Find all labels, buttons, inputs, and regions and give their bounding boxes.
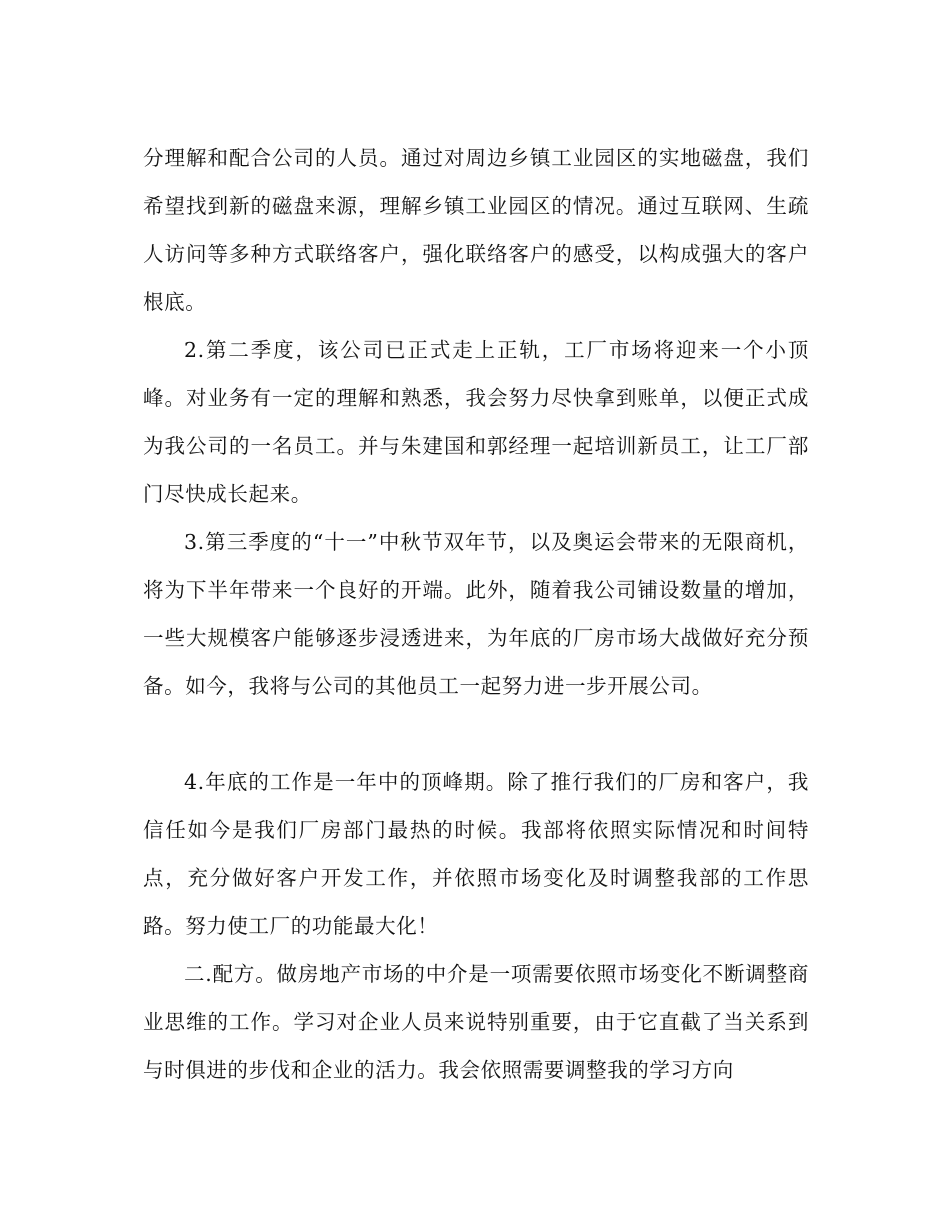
paragraph-section-two: 二.配方。做房地产市场的中介是一项需要依照市场变化不断调整商业思维的工作。学习对企业人员来说特别重要，由于它直截了当关系到与时俱进的步伐和企业的活力。我会依照需要调整我的学习方向 (143, 962, 809, 1082)
paragraph-continuation: 分理解和配合公司的人员。通过对周边乡镇工业园区的实地磁盘，我们希望找到新的磁盘来源，理解乡镇工业园区的情况。通过互联网、生疏人访问等多种方式联络客户，强化联络客户的感受，以构成强大的客户根底。 (143, 146, 809, 314)
blank-line (143, 710, 809, 758)
paragraph-q2: 2.第二季度，该公司已正式走上正轨，工厂市场将迎来一个小顶峰。对业务有一定的理解和熟悉，我会努力尽快拿到账单，以便正式成为我公司的一名员工。并与朱建国和郭经理一起培训新员工，让工厂部门尽快成长起来。 (143, 338, 809, 506)
paragraph-year-end: 4.年底的工作是一年中的顶峰期。除了推行我们的厂房和客户，我信任如今是我们厂房部门最热的时候。我部将依照实际情况和时间特点，充分做好客户开发工作，并依照市场变化及时调整我部的工作思路。努力使工厂的功能最大化！ (143, 770, 809, 938)
document-body (143, 134, 809, 1094)
paragraph-q3: 3.第三季度的“十一”中秋节双年节，以及奥运会带来的无限商机，将为下半年带来一个良好的开端。此外，随着我公司铺设数量的增加，一些大规模客户能够逐步浸透进来，为年底的厂房市场大战做好充分预备。如今，我将与公司的其他员工一起努力进一步开展公司。 (143, 530, 809, 698)
